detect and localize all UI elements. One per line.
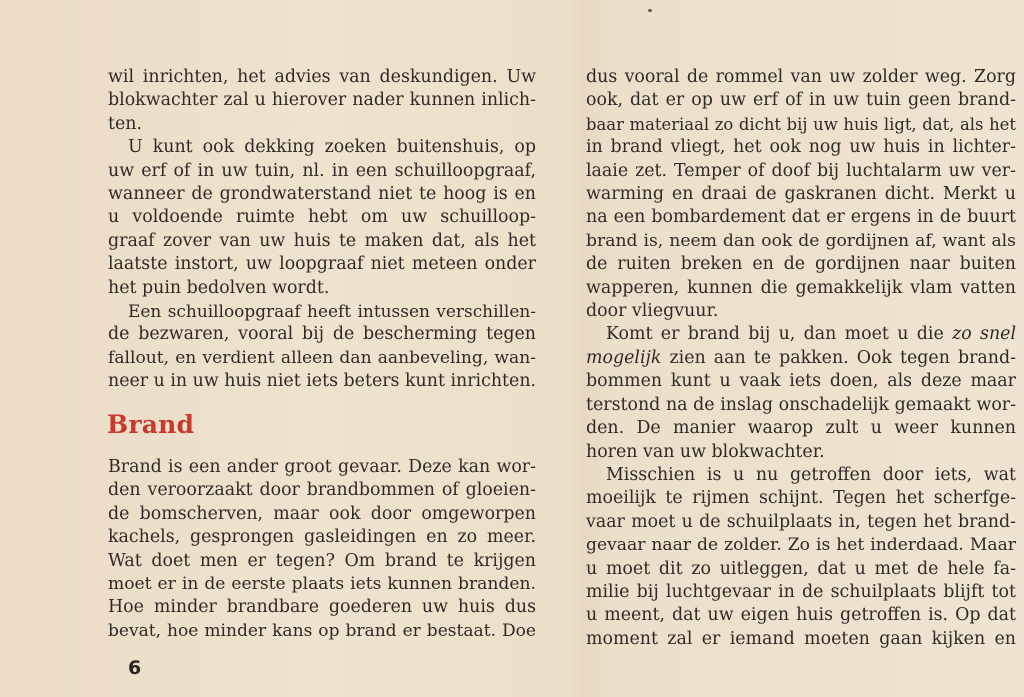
text-line: Wat doet men er tegen? Om brand te krijgen — [108, 550, 536, 571]
text-line: horen van uw blokwachter. — [586, 441, 825, 462]
text-line: graaf zover van uw huis te maken dat, als het — [108, 230, 536, 251]
text-line: laaie zet. Temper of doof bij luchtalarm uw ver- — [586, 160, 1016, 181]
text-line: u moet dit zo uitleggen, dat u met de hele fa- — [586, 558, 1016, 579]
text-line: milie bij luchtgevaar in de schuilplaats blijft tot — [586, 581, 1016, 602]
text-run: zien aan te pakken. Ook tegen brand- — [661, 347, 1016, 368]
text-line: laatste instort, uw loopgraaf niet meteen onder — [108, 254, 536, 275]
section-heading: Brand — [107, 410, 195, 439]
text-line: den. De manier waarop zult u weer kunnen — [586, 418, 1016, 439]
text-line: baar materiaal zo dicht bij uw huis ligt, dat, als het — [586, 114, 1016, 134]
text-line: u voldoende ruimte hebt om uw schuilloop- — [108, 207, 536, 228]
text-line: kachels, gesprongen gasleidingen en zo meer. — [108, 527, 536, 548]
left-column-bottom — [108, 456, 536, 643]
text-line — [586, 347, 1016, 370]
text-line: Misschien is u nu getroffen door iets, wat — [606, 464, 1016, 485]
text-line: uw erf of in uw tuin, nl. in een schuilloopgraaf, — [108, 160, 536, 181]
text-line: de bomscherven, maar ook door omgeworpen — [108, 503, 536, 524]
text-line: de ruiten breken en de gordijnen naar buiten — [586, 254, 1016, 275]
text-line — [586, 323, 1016, 346]
text-line: Een schuilloopgraaf heeft intussen verschillen- — [128, 301, 536, 322]
text-line: fallout, en verdient alleen dan aanbeveling, wan- — [108, 347, 536, 368]
text-line: dus vooral de rommel van uw zolder weg. Zorg — [586, 67, 1016, 87]
paper-speck — [648, 9, 652, 12]
text-line: warming en draai de gaskranen dicht. Merkt u — [586, 184, 1016, 205]
text-line: moment zal er iemand moeten gaan kijken en — [586, 628, 1016, 649]
text-line: terstond na de inslag onschadelijk gemaakt wor- — [586, 394, 1016, 415]
text-line: bevat, hoe minder kans op brand er bestaat. Doe — [108, 620, 536, 641]
text-line: de bezwaren, vooral bij de bescherming tegen — [108, 324, 536, 345]
emphasis-text: zo snel — [952, 324, 1017, 345]
text-line: U kunt ook dekking zoeken buitenshuis, op — [128, 137, 536, 158]
text-line: door vliegvuur. — [586, 301, 719, 322]
text-line: blokwachter zal u hierover nader kunnen inlich- — [108, 90, 536, 111]
text-line: Brand is een ander groot gevaar. Deze kan wor- — [108, 457, 536, 477]
text-line: ook, dat er op uw erf of in uw tuin geen brand- — [586, 90, 1016, 111]
text-line: wapperen, kunnen die gemakkelijk vlam vatten — [586, 277, 1016, 298]
text-line: neer u in uw huis niet iets beters kunt inrichten. — [108, 371, 537, 392]
text-line: bommen kunt u vaak iets doen, als deze maar — [586, 371, 1016, 392]
text-line: in brand vliegt, het ook nog uw huis in lichter- — [586, 137, 1016, 158]
text-run: Komt er brand bij u, dan moet u die — [606, 324, 953, 345]
text-line: brand is, neem dan ook de gordijnen af, want als — [586, 230, 1016, 251]
text-line: vaar moet u de schuilplaats in, tegen het brand- — [586, 511, 1016, 532]
text-line: den veroorzaakt door brandbommen of gloeien- — [108, 480, 536, 501]
emphasis-text: mogelijk — [586, 347, 662, 368]
text-line: u meent, dat uw eigen huis getroffen is. Op dat — [586, 605, 1016, 626]
text-line: ten. — [108, 113, 143, 134]
text-line: gevaar naar de zolder. Zo is het inderdaad. Maar — [586, 535, 1016, 556]
text-line: Hoe minder brandbare goederen uw huis dus — [108, 597, 536, 618]
left-column-top — [108, 66, 536, 394]
text-line: na een bombardement dat er ergens in de buurt — [586, 207, 1016, 228]
text-line: moet er in de eerste plaats iets kunnen branden. — [108, 574, 536, 595]
text-line: moeilijk te rijmen schijnt. Tegen het scherfge- — [586, 488, 1016, 509]
text-line: wanneer de grondwaterstand niet te hoog is en — [108, 184, 536, 205]
text-line: het puin bedolven wordt. — [108, 277, 330, 298]
text-line: wil inrichten, het advies van deskundigen. Uw — [108, 67, 536, 87]
page-number: 6 — [128, 657, 142, 679]
right-column — [586, 66, 1016, 651]
